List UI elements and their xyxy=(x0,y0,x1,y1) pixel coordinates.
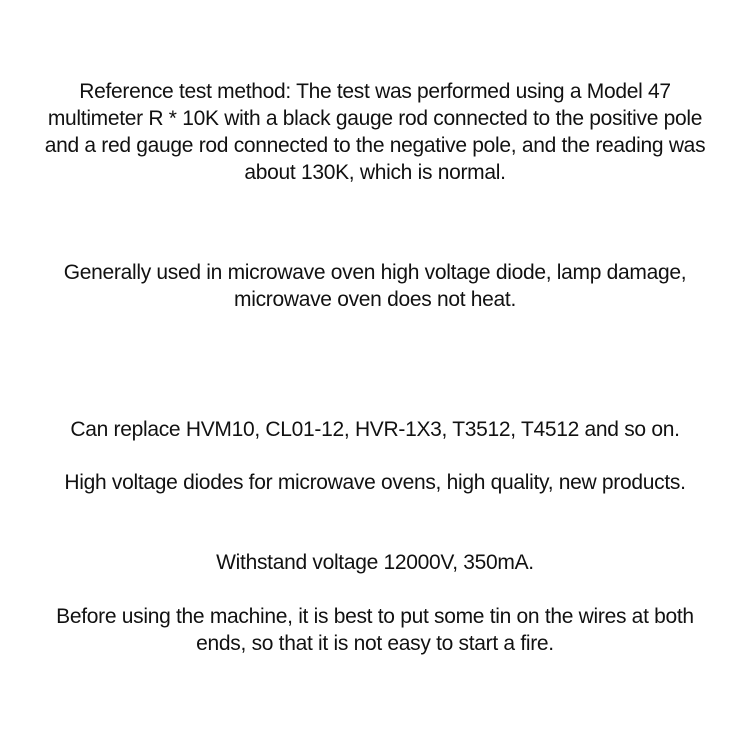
usage-paragraph: Generally used in microwave oven high voltage diode, lamp damage, microwave oven does not heat. xyxy=(63,261,687,311)
voltage-paragraph: Withstand voltage 12000V, 350mA. xyxy=(216,551,534,574)
test-method-paragraph: Reference test method: The test was performed using a Model 47 multimeter R * 10K with a black gauge rod connected to the positive pole and a red gauge rod connected to the negative pole, and the reading was about 130K, which is normal. xyxy=(44,80,706,184)
quality-paragraph: High voltage diodes for microwave ovens, high quality, new products. xyxy=(64,471,686,494)
replacement-paragraph: Can replace HVM10, CL01-12, HVR-1X3, T3512, T4512 and so on. xyxy=(70,418,680,441)
usage-tip-paragraph: Before using the machine, it is best to put some tin on the wires at both ends, so that it is not easy to start a fire. xyxy=(56,605,694,655)
